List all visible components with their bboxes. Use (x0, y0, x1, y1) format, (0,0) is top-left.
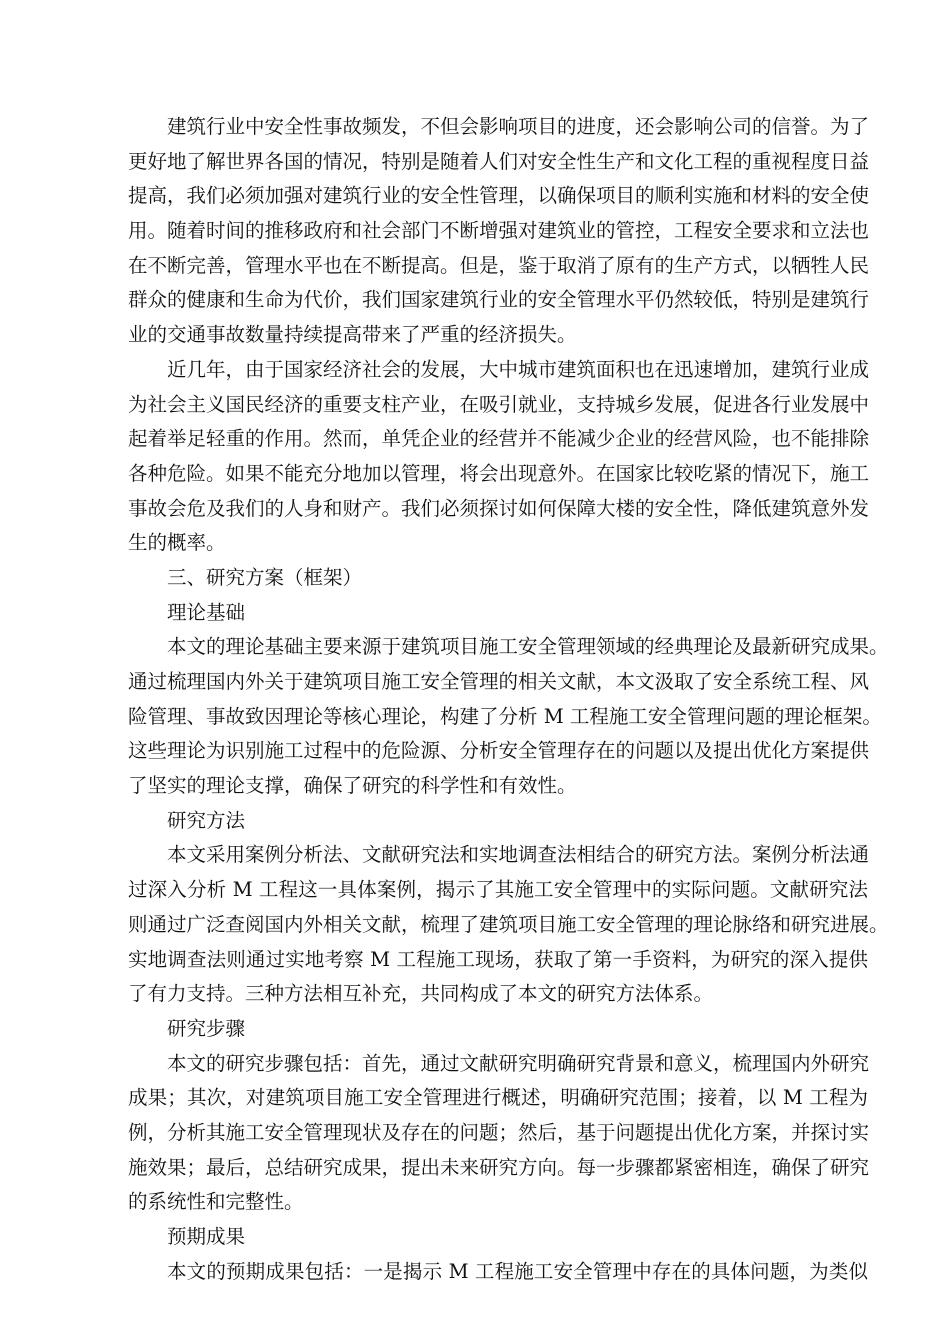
paragraph-safety-background (128, 110, 868, 353)
text-line: 施效果；最后，总结研究成果，提出未来研究方向。每一步骤都紧密相连，确保了研究 (128, 1155, 870, 1179)
text-line: 则通过广泛查阅国内外相关文献，梳理了建筑项目施工安全管理的理论脉络和研究进展。 (128, 912, 889, 936)
text-line: 这些理论为识别施工过程中的危险源、分析安全管理存在的问题以及提出优化方案提供 (128, 739, 870, 763)
paragraph-steps (128, 1047, 868, 1220)
text-line: 本文的理论基础主要来源于建筑项目施工安全管理领域的经典理论及最新研究成果。 (167, 635, 889, 659)
text-line: 提高，我们必须加强对建筑行业的安全性管理，以确保项目的顺利实施和材料的安全使 (128, 184, 870, 208)
paragraph-theory (128, 630, 889, 803)
text-line: 本文的研究步骤包括：首先，通过文献研究明确研究背景和意义，梳理国内外研究 (167, 1051, 870, 1075)
text-line: 例，分析其施工安全管理现状及存在的问题；然后，基于问题提出优化方案，并探讨实 (128, 1120, 870, 1144)
text-line: 生的概率。 (128, 531, 226, 555)
text-line: 的系统性和完整性。 (128, 1190, 304, 1214)
text-line: 通过梳理国内外关于建筑项目施工安全管理的相关文献，本文汲取了安全系统工程、风 (128, 670, 870, 693)
text-line: 本文的预期成果包括：一是揭示 M 工程施工安全管理中存在的具体问题，为类似 (167, 1259, 868, 1283)
text-line: 险管理、事故致因理论等核心理论，构建了分析 M 工程施工安全管理问题的理论框架。 (128, 704, 882, 728)
text-line: 实地调查法则通过实地考察 M 工程施工现场，获取了第一手资料，为研究的深入提供 (128, 947, 868, 971)
paragraph-methods (128, 838, 889, 1011)
section-heading: 三、研究方案（框架） (167, 565, 363, 589)
text-line: 在不断完善，管理水平也在不断提高。但是，鉴于取消了原有的生产方式，以牺牲人民 (128, 253, 870, 277)
text-line: 近几年，由于国家经济社会的发展，大中城市建筑面积也在迅速增加，建筑行业成 (167, 357, 870, 381)
text-line: 起着举足轻重的作用。然而，单凭企业的经营并不能减少企业的经营风险，也不能排除 (128, 427, 870, 451)
paragraph-industry-development (128, 353, 868, 561)
text-line: 成果；其次，对建筑项目施工安全管理进行概述，明确研究范围；接着，以 M 工程为 (128, 1086, 868, 1110)
text-line: 各种危险。如果不能充分地加以管理，将会出现意外。在国家比较吃紧的情况下，施工 (128, 461, 870, 485)
text-line: 过深入分析 M 工程这一具体案例，揭示了其施工安全管理中的实际问题。文献研究法 (128, 878, 868, 902)
text-line: 事故会危及我们的人身和财产。我们必须探讨如何保障大楼的安全性，降低建筑意外发 (128, 496, 870, 520)
paragraph-expected-results (128, 1255, 868, 1290)
sub-heading-theory: 理论基础 (167, 600, 246, 624)
sub-heading-steps: 研究步骤 (167, 1016, 246, 1040)
text-line: 业的交通事故数量持续提高带来了严重的经济损失。 (128, 323, 577, 347)
text-line: 了坚实的理论支撑，确保了研究的科学性和有效性。 (128, 774, 577, 798)
text-line: 用。随着时间的推移政府和社会部门不断增强对建筑业的管控，工程安全要求和立法也 (128, 219, 870, 243)
text-line: 了有力支持。三种方法相互补充，共同构成了本文的研究方法体系。 (128, 982, 714, 1006)
text-line: 本文采用案例分析法、文献研究法和实地调查法相结合的研究方法。案例分析法通 (167, 843, 870, 867)
sub-heading-methods: 研究方法 (167, 808, 246, 832)
sub-heading-expected-results: 预期成果 (167, 1225, 246, 1248)
text-line: 更好地了解世界各国的情况，特别是随着人们对安全性生产和文化工程的重视程度日益 (128, 149, 870, 173)
document-page (128, 110, 889, 1289)
text-line: 群众的健康和生命为代价，我们国家建筑行业的安全管理水平仍然较低，特别是建筑行 (128, 288, 870, 312)
text-line: 建筑行业中安全性事故频发，不但会影响项目的进度，还会影响公司的信誉。为了 (167, 115, 870, 138)
text-line: 为社会主义国民经济的重要支柱产业，在吸引就业，支持城乡发展，促进各行业发展中 (128, 392, 870, 416)
